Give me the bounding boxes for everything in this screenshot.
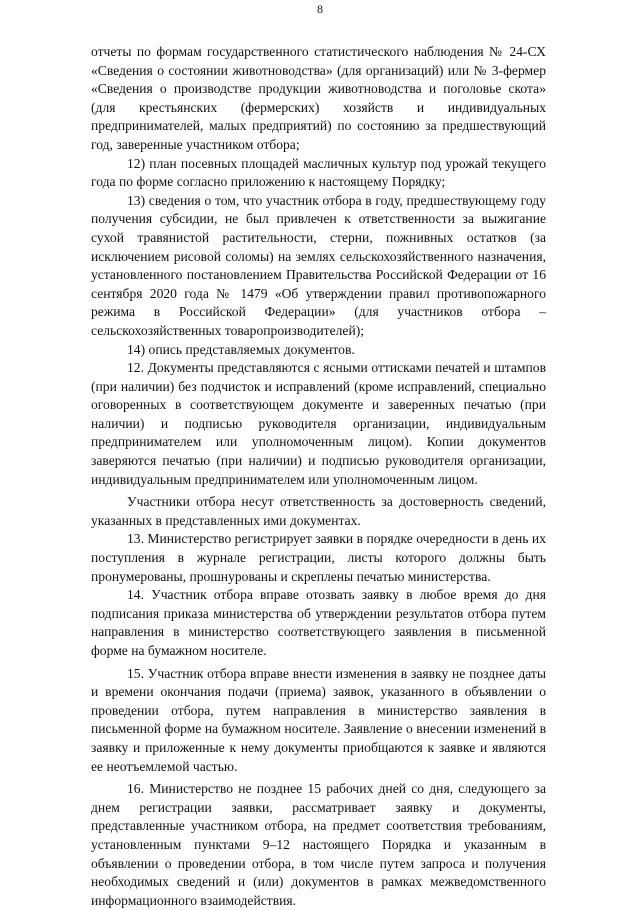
paragraph-item-13: 13) сведения о том, что участник отбора в году, предшествующему году получения субсидии, не был привлечен к ответственности за выжигание сухой травянистой растительности, стерни, пожнивных остатков (за исключением рисовой соломы) на землях сельскохозяйственного назначения, установленного постановлением Правительства Российской Федерации от 16 сентября 2020 года № 1479 «Об утверждении правил противопожарного режима в Российской Федерации» (для участников отбора – сельскохозяйственных товаропроизводителей); (91, 192, 546, 338)
paragraph-clause-13: 13. Министерство регистрирует заявки в порядке очередности в день их поступления в журнале регистрации, листы которого должны быть пронумерованы, прошнурованы и скреплены печатью министерства. (91, 531, 546, 584)
paragraph-continuation: отчеты по формам государственного статистического наблюдения № 24-СХ «Сведения о состоянии животноводства» (для организаций) или № 3-фермер «Сведения о производстве продукции животноводства и поголовье скота» (для крестьянских (фермерских) хозяйств и индивидуальных предпринимателей, малых предприятий) по состоянию за предшествующий год, заверенные участником отбора; (91, 44, 546, 152)
paragraph-item-12: 12) план посевных площадей масличных культур под урожай текущего года по форме согласно приложению к настоящему Порядку; (91, 155, 546, 190)
paragraph-responsibility: Участники отбора несут ответственность за достоверность сведений, указанных в представленных ими документах. (91, 494, 546, 528)
paragraph-item-14: 14) опись представляемых документов. (127, 341, 355, 357)
page-number: 8 (317, 2, 323, 16)
paragraph-clause-15: 15. Участник отбора вправе внести изменения в заявку не позднее даты и времени окончания подачи (приема) заявок, указанного в объявлении о проведении отбора, путем направления в министерство заявления в письменной форме на бумажном носителе. Заявление о внесении изменений в заявку и приложенные к нему документы приобщаются к заявке и являются ее неотъемлемой частью. (91, 665, 546, 774)
paragraph-clause-12: 12. Документы представляются с ясными оттисками печатей и штампов (при наличии) без подчисток и исправлений (кроме исправлений, специально оговоренных в соответствующем документе и заверенных печатью (при наличии) и подписью руководителя организации, индивидуальным предпринимателем или уполномоченным лицом). Копии документов заверяются печатью (при наличии) и подписью руководителя организации, индивидуальным предпринимателем или уполномоченным лицом. (91, 360, 546, 487)
paragraph-clause-14: 14. Участник отбора вправе отозвать заявку в любое время до дня подписания приказа министерства об утверждении результатов отбора путем направления в министерство соответствующего заявления в письменной форме на бумажном носителе. (91, 587, 546, 658)
body-text (91, 43, 546, 910)
paragraph-clause-16: 16. Министерство не позднее 15 рабочих дней со дня, следующего за днем регистрации заявки, рассматривает заявку и документы, представленные участником отбора, на предмет соответствия требованиям, установленным пунктами 9–12 настоящего Порядка и указанным в объявлении о проведении отбора, в том числе путем запроса и получения необходимых сведений и (или) документов в рамках межведомственного информационного взаимодействия. (91, 781, 546, 908)
